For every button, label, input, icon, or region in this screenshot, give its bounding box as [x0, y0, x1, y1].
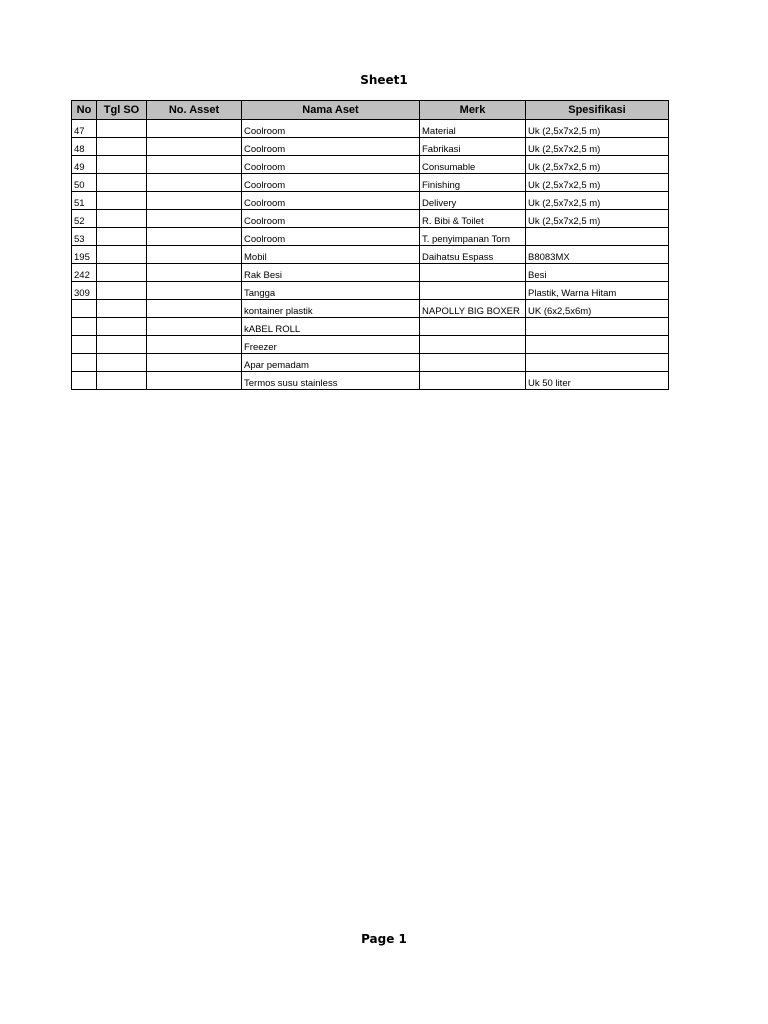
- table-row: [72, 372, 669, 390]
- cell-no: 51: [72, 192, 97, 210]
- cell-spesifikasi: B8083MX: [526, 246, 669, 264]
- cell-nama-aset: Coolroom: [242, 174, 420, 192]
- cell-spesifikasi: UK (6x2,5x6m): [526, 300, 669, 318]
- cell-no: [72, 354, 97, 372]
- cell-no: 53: [72, 228, 97, 246]
- cell-no: [72, 336, 97, 354]
- column-header-no-asset: No. Asset: [147, 101, 242, 120]
- cell-nama-aset: Termos susu stainless: [242, 372, 420, 390]
- cell-spesifikasi: Uk (2,5x7x2,5 m): [526, 192, 669, 210]
- table-row: [72, 210, 669, 228]
- cell-merk: R. Bibi & Toilet: [420, 210, 526, 228]
- table-row: [72, 300, 669, 318]
- cell-merk: [420, 372, 526, 390]
- cell-spesifikasi: Plastik, Warna Hitam: [526, 282, 669, 300]
- cell-nama-aset: Coolroom: [242, 138, 420, 156]
- cell-tgl-so: [97, 120, 147, 138]
- cell-no-asset: [147, 300, 242, 318]
- cell-no-asset: [147, 372, 242, 390]
- cell-no: 309: [72, 282, 97, 300]
- cell-no-asset: [147, 138, 242, 156]
- table-row: [72, 174, 669, 192]
- cell-tgl-so: [97, 282, 147, 300]
- cell-no-asset: [147, 264, 242, 282]
- cell-spesifikasi: [526, 354, 669, 372]
- cell-merk: [420, 264, 526, 282]
- cell-no: 48: [72, 138, 97, 156]
- cell-no-asset: [147, 210, 242, 228]
- cell-no: 52: [72, 210, 97, 228]
- cell-nama-aset: Freezer: [242, 336, 420, 354]
- cell-no-asset: [147, 192, 242, 210]
- cell-spesifikasi: [526, 228, 669, 246]
- cell-no-asset: [147, 228, 242, 246]
- cell-merk: T. penyimpanan Torn: [420, 228, 526, 246]
- cell-merk: Finishing: [420, 174, 526, 192]
- cell-nama-aset: Coolroom: [242, 210, 420, 228]
- cell-spesifikasi: [526, 318, 669, 336]
- table-row: [72, 192, 669, 210]
- column-header-nama-aset: Nama Aset: [242, 101, 420, 120]
- cell-tgl-so: [97, 372, 147, 390]
- cell-nama-aset: Coolroom: [242, 228, 420, 246]
- cell-tgl-so: [97, 228, 147, 246]
- cell-nama-aset: Apar pemadam: [242, 354, 420, 372]
- table-row: [72, 354, 669, 372]
- cell-merk: Delivery: [420, 192, 526, 210]
- column-header-no: No: [72, 101, 97, 120]
- asset-table: [71, 100, 669, 390]
- cell-spesifikasi: Uk (2,5x7x2,5 m): [526, 156, 669, 174]
- cell-merk: [420, 354, 526, 372]
- cell-no: 47: [72, 120, 97, 138]
- table-row: [72, 120, 669, 138]
- table-header-row: [72, 101, 669, 120]
- cell-spesifikasi: Uk 50 liter: [526, 372, 669, 390]
- cell-no: [72, 372, 97, 390]
- cell-tgl-so: [97, 354, 147, 372]
- cell-nama-aset: Rak Besi: [242, 264, 420, 282]
- cell-tgl-so: [97, 174, 147, 192]
- table-row: [72, 138, 669, 156]
- cell-tgl-so: [97, 138, 147, 156]
- cell-spesifikasi: Uk (2,5x7x2,5 m): [526, 174, 669, 192]
- column-header-spesifikasi: Spesifikasi: [526, 101, 669, 120]
- cell-no: [72, 300, 97, 318]
- cell-nama-aset: Coolroom: [242, 192, 420, 210]
- cell-spesifikasi: Uk (2,5x7x2,5 m): [526, 138, 669, 156]
- cell-merk: Material: [420, 120, 526, 138]
- cell-spesifikasi: Uk (2,5x7x2,5 m): [526, 210, 669, 228]
- cell-nama-aset: Coolroom: [242, 156, 420, 174]
- cell-tgl-so: [97, 264, 147, 282]
- cell-no-asset: [147, 282, 242, 300]
- cell-no: [72, 318, 97, 336]
- cell-merk: [420, 336, 526, 354]
- column-header-merk: Merk: [420, 101, 526, 120]
- cell-tgl-so: [97, 210, 147, 228]
- cell-merk: NAPOLLY BIG BOXER: [420, 300, 526, 318]
- cell-no: 50: [72, 174, 97, 192]
- cell-nama-aset: kontainer plastik: [242, 300, 420, 318]
- cell-tgl-so: [97, 318, 147, 336]
- cell-no-asset: [147, 156, 242, 174]
- cell-nama-aset: Coolroom: [242, 120, 420, 138]
- table-body: [72, 120, 669, 390]
- cell-no-asset: [147, 120, 242, 138]
- page-footer: Page 1: [361, 932, 407, 946]
- cell-no: 242: [72, 264, 97, 282]
- cell-merk: [420, 282, 526, 300]
- cell-no: 195: [72, 246, 97, 264]
- cell-merk: Daihatsu Espass: [420, 246, 526, 264]
- cell-merk: Fabrikasi: [420, 138, 526, 156]
- cell-merk: [420, 318, 526, 336]
- cell-spesifikasi: Uk (2,5x7x2,5 m): [526, 120, 669, 138]
- table-row: [72, 318, 669, 336]
- cell-no: 49: [72, 156, 97, 174]
- table-row: [72, 282, 669, 300]
- cell-no-asset: [147, 246, 242, 264]
- cell-merk: Consumable: [420, 156, 526, 174]
- table-row: [72, 264, 669, 282]
- cell-no-asset: [147, 174, 242, 192]
- cell-tgl-so: [97, 336, 147, 354]
- cell-no-asset: [147, 354, 242, 372]
- column-header-tgl-so: Tgl SO: [97, 101, 147, 120]
- table-row: [72, 228, 669, 246]
- cell-spesifikasi: [526, 336, 669, 354]
- table-row: [72, 336, 669, 354]
- cell-tgl-so: [97, 156, 147, 174]
- cell-tgl-so: [97, 246, 147, 264]
- cell-no-asset: [147, 336, 242, 354]
- sheet-title: Sheet1: [360, 73, 408, 87]
- cell-spesifikasi: Besi: [526, 264, 669, 282]
- cell-nama-aset: Mobil: [242, 246, 420, 264]
- cell-nama-aset: Tangga: [242, 282, 420, 300]
- cell-no-asset: [147, 318, 242, 336]
- cell-nama-aset: kABEL ROLL: [242, 318, 420, 336]
- cell-tgl-so: [97, 192, 147, 210]
- cell-tgl-so: [97, 300, 147, 318]
- table-row: [72, 246, 669, 264]
- table-row: [72, 156, 669, 174]
